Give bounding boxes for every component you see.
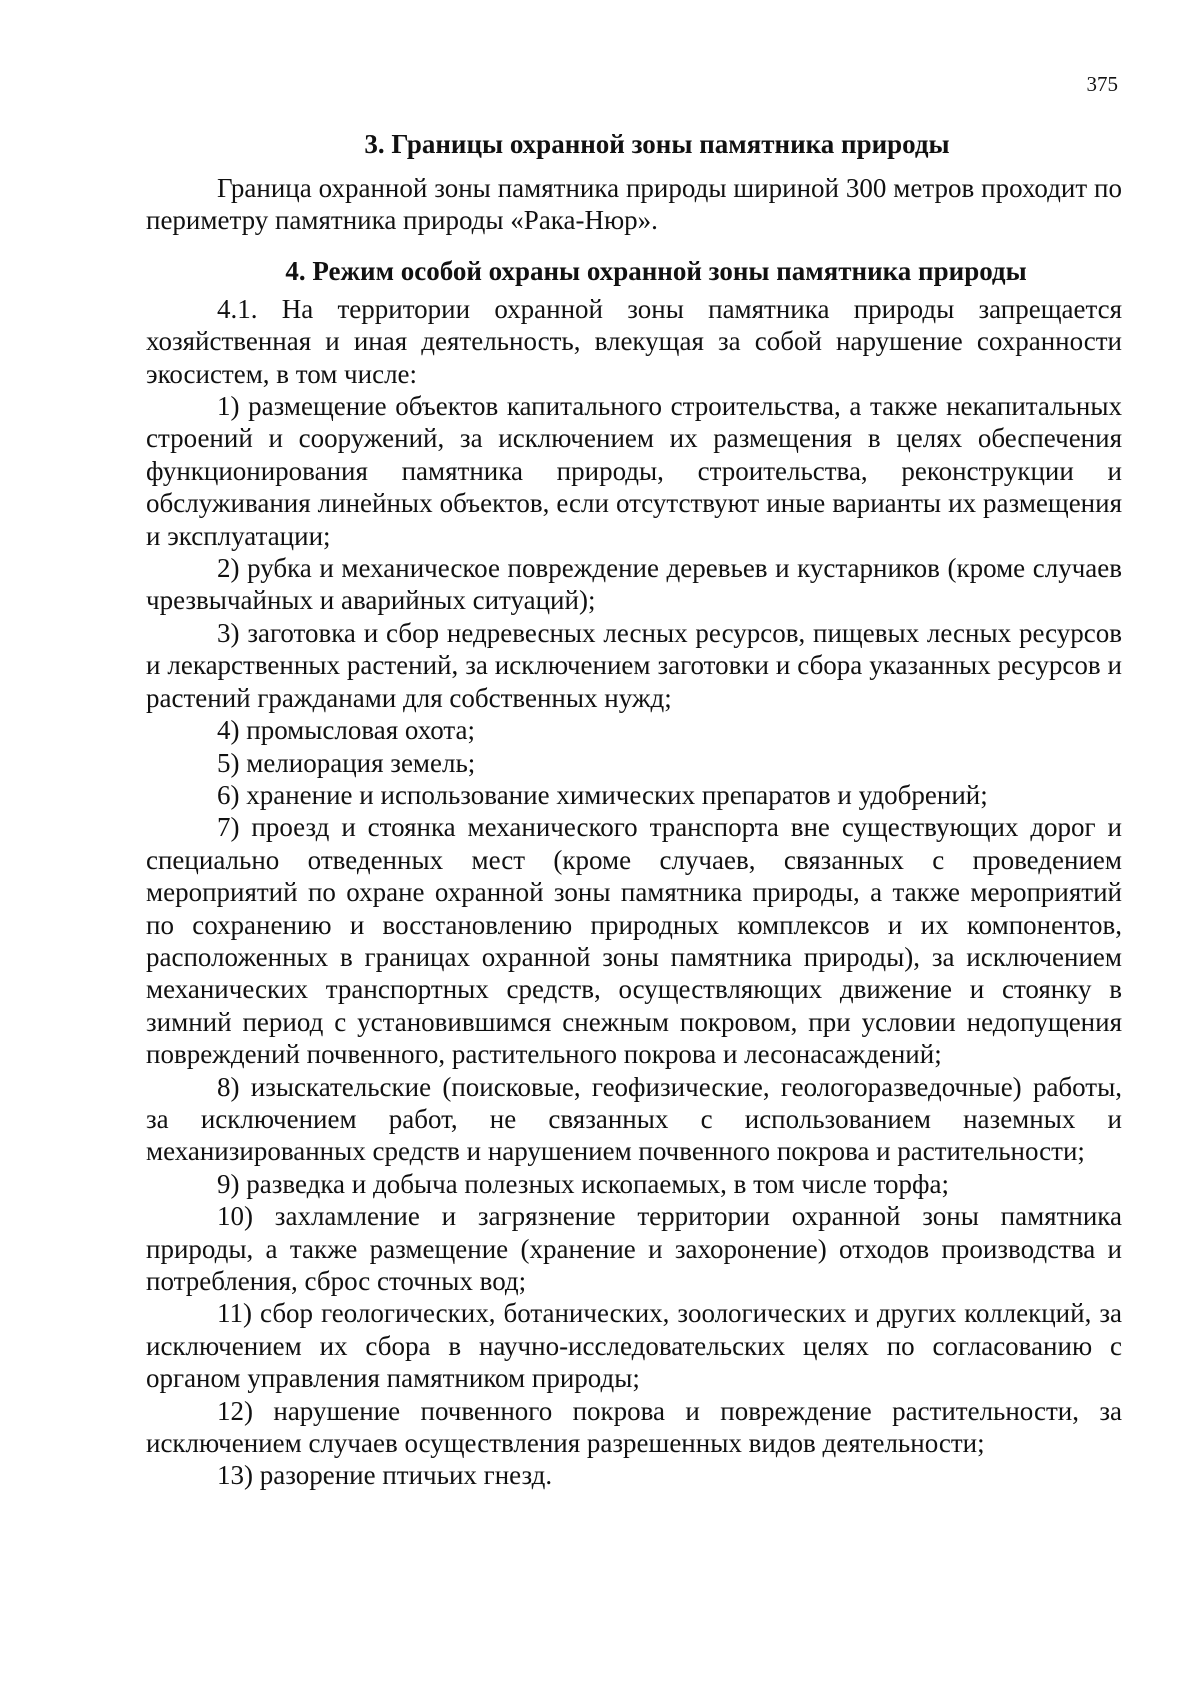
list-item: 8) изыскательские (поисковые, геофизические, геологоразведочные) работы, за исключением работ, не связанных с использованием наземных и механизированных средств и нарушением почвенного покрова и растительности; — [146, 1071, 1122, 1167]
section-3-paragraph: Граница охранной зоны памятника природы шириной 300 метров проходит по периметру памятника природы «Рака-Нюр». — [146, 173, 1122, 236]
list-item: 4) промысловая охота; — [217, 715, 475, 746]
list-item: 2) рубка и механическое повреждение деревьев и кустарников (кроме случаев чрезвычайных и аварийных ситуаций); — [146, 553, 1122, 616]
list-item: 7) проезд и стоянка механического транспорта вне существующих дорог и специально отведенных мест (кроме случаев, связанных с проведением мероприятий по охране охранной зоны памятника природы, а также мероприятий по сохранению и восстановлению природных комплексов и их компонентов, расположенных в границах охранной зоны памятника природы), за исключением механических транспортных средств, осуществляющих движение и стоянку в зимний период с установившимся снежным покровом, при условии недопущения повреждений почвенного, растительного покрова и лесонасаждений; — [146, 812, 1122, 1070]
list-item: 9) разведка и добыча полезных ископаемых, в том числе торфа; — [217, 1168, 950, 1199]
section-4-intro: 4.1. На территории охранной зоны памятника природы запрещается хозяйственная и иная деятельность, влекущая за собой нарушение сохранности экосистем, в том числе: — [146, 293, 1122, 389]
section-3-heading: 3. Границы охранной зоны памятника природы — [364, 129, 950, 159]
list-item: 10) захламление и загрязнение территории охранной зоны памятника природы, а также размещение (хранение и захоронение) отходов производства и потребления, сброс сточных вод; — [146, 1201, 1122, 1296]
section-4-heading: 4. Режим особой охраны охранной зоны памятника природы — [285, 255, 1027, 286]
document-body — [146, 126, 1122, 1492]
list-item: 5) мелиорация земель; — [217, 747, 476, 778]
list-item: 11) сбор геологических, ботанических, зоологических и других коллекций, за исключением их сбора в научно-исследовательских целях по согласованию с органом управления памятником природы; — [146, 1298, 1122, 1394]
list-item: 12) нарушение почвенного покрова и повреждение растительности, за исключением случаев осуществления разрешенных видов деятельности; — [146, 1395, 1122, 1459]
list-item: 3) заготовка и сбор недревесных лесных ресурсов, пищевых лесных ресурсов и лекарственных растений, за исключением заготовки и сбора указанных ресурсов и растений гражданами для собственных нужд; — [146, 617, 1122, 713]
page-number: 375 — [1086, 72, 1118, 96]
list-item: 13) разорение птичьих гнезд. — [217, 1460, 553, 1491]
list-item: 1) размещение объектов капитального строительства, а также некапитальных строений и сооружений, за исключением их размещения в целях обеспечения функционирования памятника природы, строительства, реконструкции и обслуживания линейных объектов, если отсутствуют иные варианты их размещения и эксплуатации; — [146, 391, 1122, 551]
list-item: 6) хранение и использование химических препаратов и удобрений; — [217, 779, 988, 810]
